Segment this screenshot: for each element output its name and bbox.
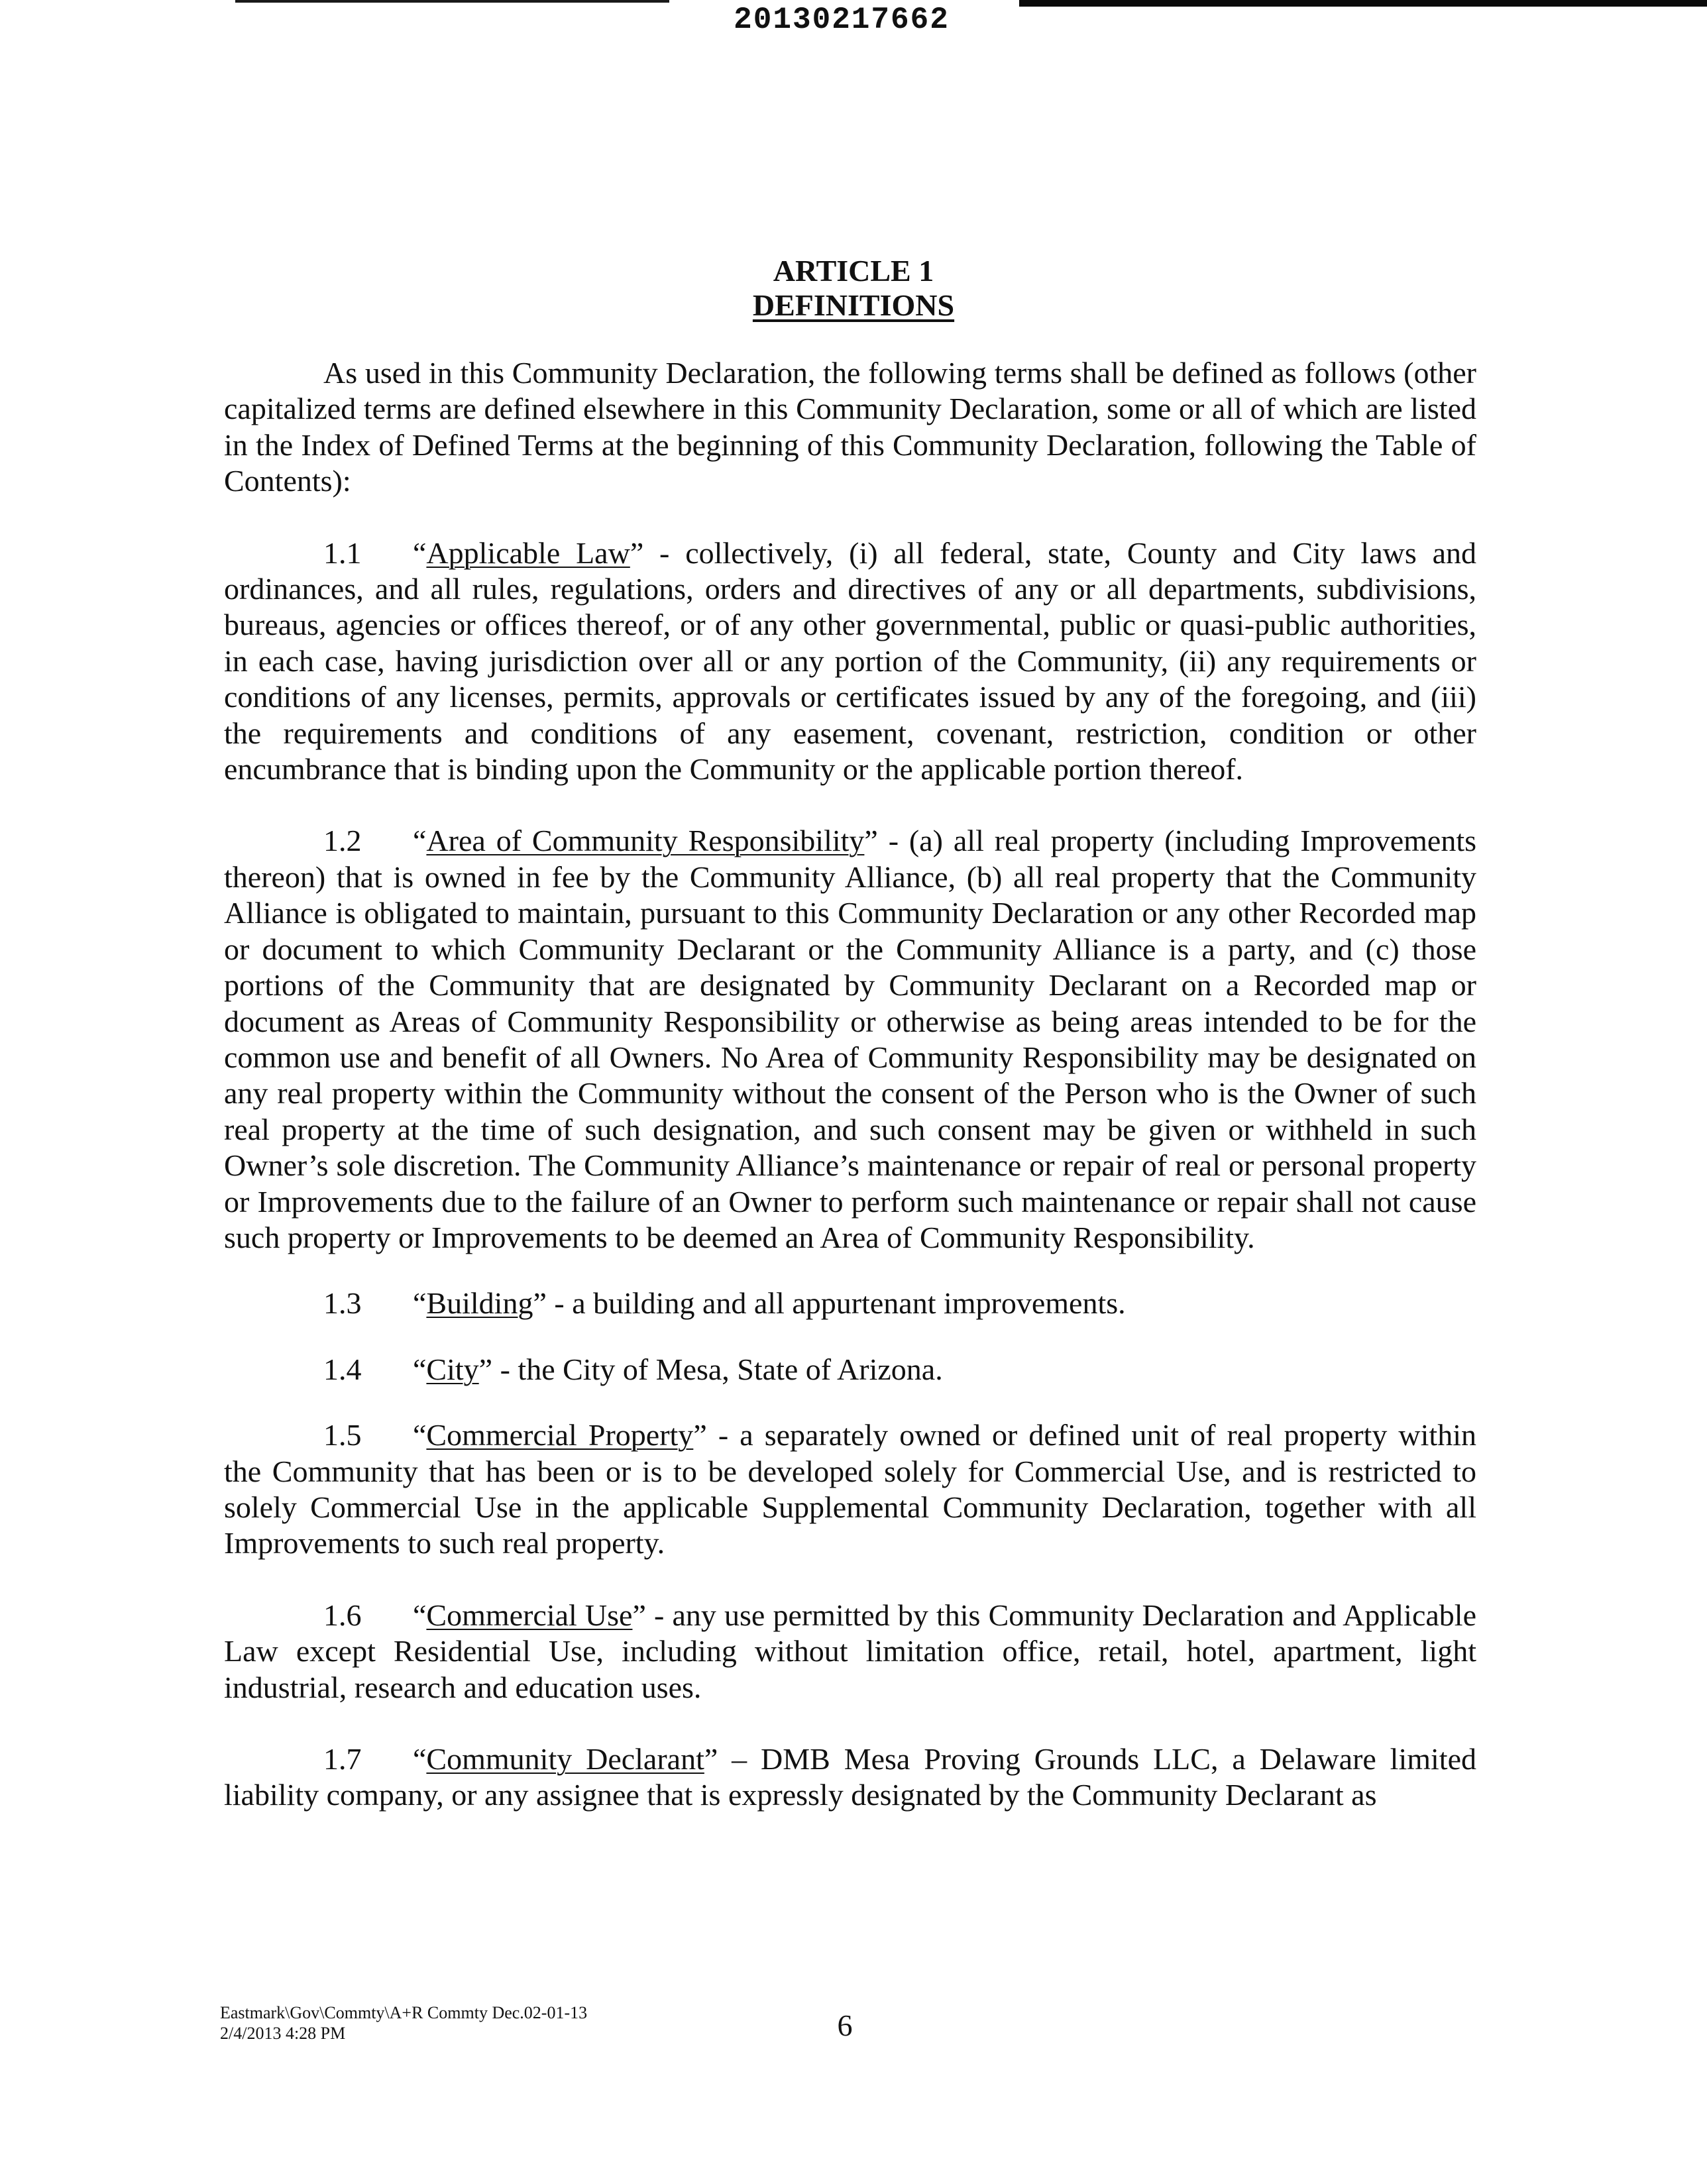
defined-term: Applicable Law [426, 535, 630, 570]
header-rule-left [235, 0, 669, 3]
open-quote: “ [413, 1598, 427, 1632]
open-quote: “ [413, 1286, 427, 1321]
intro-paragraph: As used in this Community Declaration, the following terms shall be defined as follows (other capitalized terms are defined elsewhere in this Community Declaration, some or all of which are listed in the Index of Defined Terms at the beginning of this Community Declaration, following the Table of Contents): [224, 356, 1476, 498]
definition-text: ” – DMB Mesa Proving Grounds LLC, a Delaware limited liability company, or any assignee that is expressly designated by the Community Declarant as [224, 1742, 1476, 1812]
defined-term: Community Declarant [426, 1742, 704, 1776]
definition-text: ” - the City of Mesa, State of Arizona. [478, 1352, 943, 1386]
open-quote: “ [413, 535, 427, 570]
defined-term: Area of Community Responsibility [426, 824, 865, 858]
definition-text: ” - any use permitted by this Community Declaration and Applicable Law except Residential Use, including without limitation office, retail, hotel, apartment, light industrial, research and education uses. [224, 1598, 1476, 1704]
definition-1-5 [224, 1417, 1476, 1562]
header-rule-right [1019, 0, 1707, 7]
section-number: 1.7 [323, 1742, 362, 1776]
section-number: 1.4 [323, 1352, 362, 1386]
definition-1-1 [224, 535, 1476, 788]
section-number: 1.6 [323, 1598, 362, 1632]
definition-1-2 [224, 823, 1476, 1256]
definition-text: ” - a separately owned or defined unit of real property within the Community that has been or is to be developed solely for Commercial Use, and is restricted to solely Commercial Use in the applicable Supplemental Community Declaration, together with all Improvements to such real property. [224, 1418, 1476, 1560]
footer-timestamp: 2/4/2013 4:28 PM [220, 2024, 346, 2043]
defined-term: Building [426, 1286, 533, 1321]
definition-1-7 [224, 1741, 1476, 1814]
article-title: ARTICLE 1 [773, 254, 934, 288]
definition-1-4 [224, 1352, 1476, 1388]
definition-1-6 [224, 1598, 1476, 1706]
open-quote: “ [413, 1742, 427, 1776]
defined-term: City [426, 1352, 479, 1386]
definition-text: ” - collectively, (i) all federal, state, County and City laws and ordinances, and all rules, regulations, orders and directives of any or all departments, subdivisions, bureaus, agencies or offices thereof, or of any other governmental, public or quasi-public authorities, in each case, having jurisdiction over all or any portion of the Community, (ii) any requirements or conditions of any licenses, permits, approvals or certificates issued by any of the foregoing, and (iii) the requirements and conditions of any easement, covenant, restriction, condition or other encumbrance that is binding upon the Community or the applicable portion thereof. [224, 535, 1476, 787]
defined-term: Commercial Use [426, 1598, 633, 1632]
definition-text: ” - (a) all real property (including Improvements thereon) that is owned in fee by the Community Alliance, (b) all real property that the Community Alliance is obligated to maintain, pursuant to this Community Declaration or any other Recorded map or document to which Community Declarant or the Community Alliance is a party, and (c) those portions of the Community that are designated by Community Declarant on a Recorded map or document as Areas of Community Responsibility or otherwise as being areas intended to be for the common use and benefit of all Owners. No Area of Community Responsibility may be designated on any real property within the Community without the consent of the Person who is the Owner of such real property at the time of such designation, and such consent may be given or withheld in such Owner’s sole discretion. The Community Alliance’s maintenance or repair of real or personal property or Improvements due to the failure of an Owner to perform such maintenance or repair shall not cause such property or Improvements to be deemed an Area of Community Responsibility. [224, 824, 1476, 1254]
section-number: 1.5 [323, 1418, 362, 1452]
open-quote: “ [413, 824, 427, 858]
recording-number: 20130217662 [734, 3, 950, 37]
section-number: 1.1 [323, 535, 362, 570]
defined-term: Commercial Property [426, 1418, 694, 1452]
section-number: 1.2 [323, 824, 362, 858]
definition-1-3 [224, 1285, 1476, 1321]
article-subtitle: DEFINITIONS [752, 288, 955, 322]
page-number: 6 [837, 2008, 853, 2042]
footer-file-info [220, 2002, 587, 2044]
definition-text: ” - a building and all appurtenant improvements. [533, 1286, 1126, 1321]
open-quote: “ [413, 1418, 427, 1452]
footer-file-path: Eastmark\Gov\Commty\A+R Commty Dec.02-01-13 [220, 2003, 588, 2022]
open-quote: “ [413, 1352, 427, 1386]
section-number: 1.3 [323, 1286, 362, 1321]
document-body [224, 355, 1476, 1814]
